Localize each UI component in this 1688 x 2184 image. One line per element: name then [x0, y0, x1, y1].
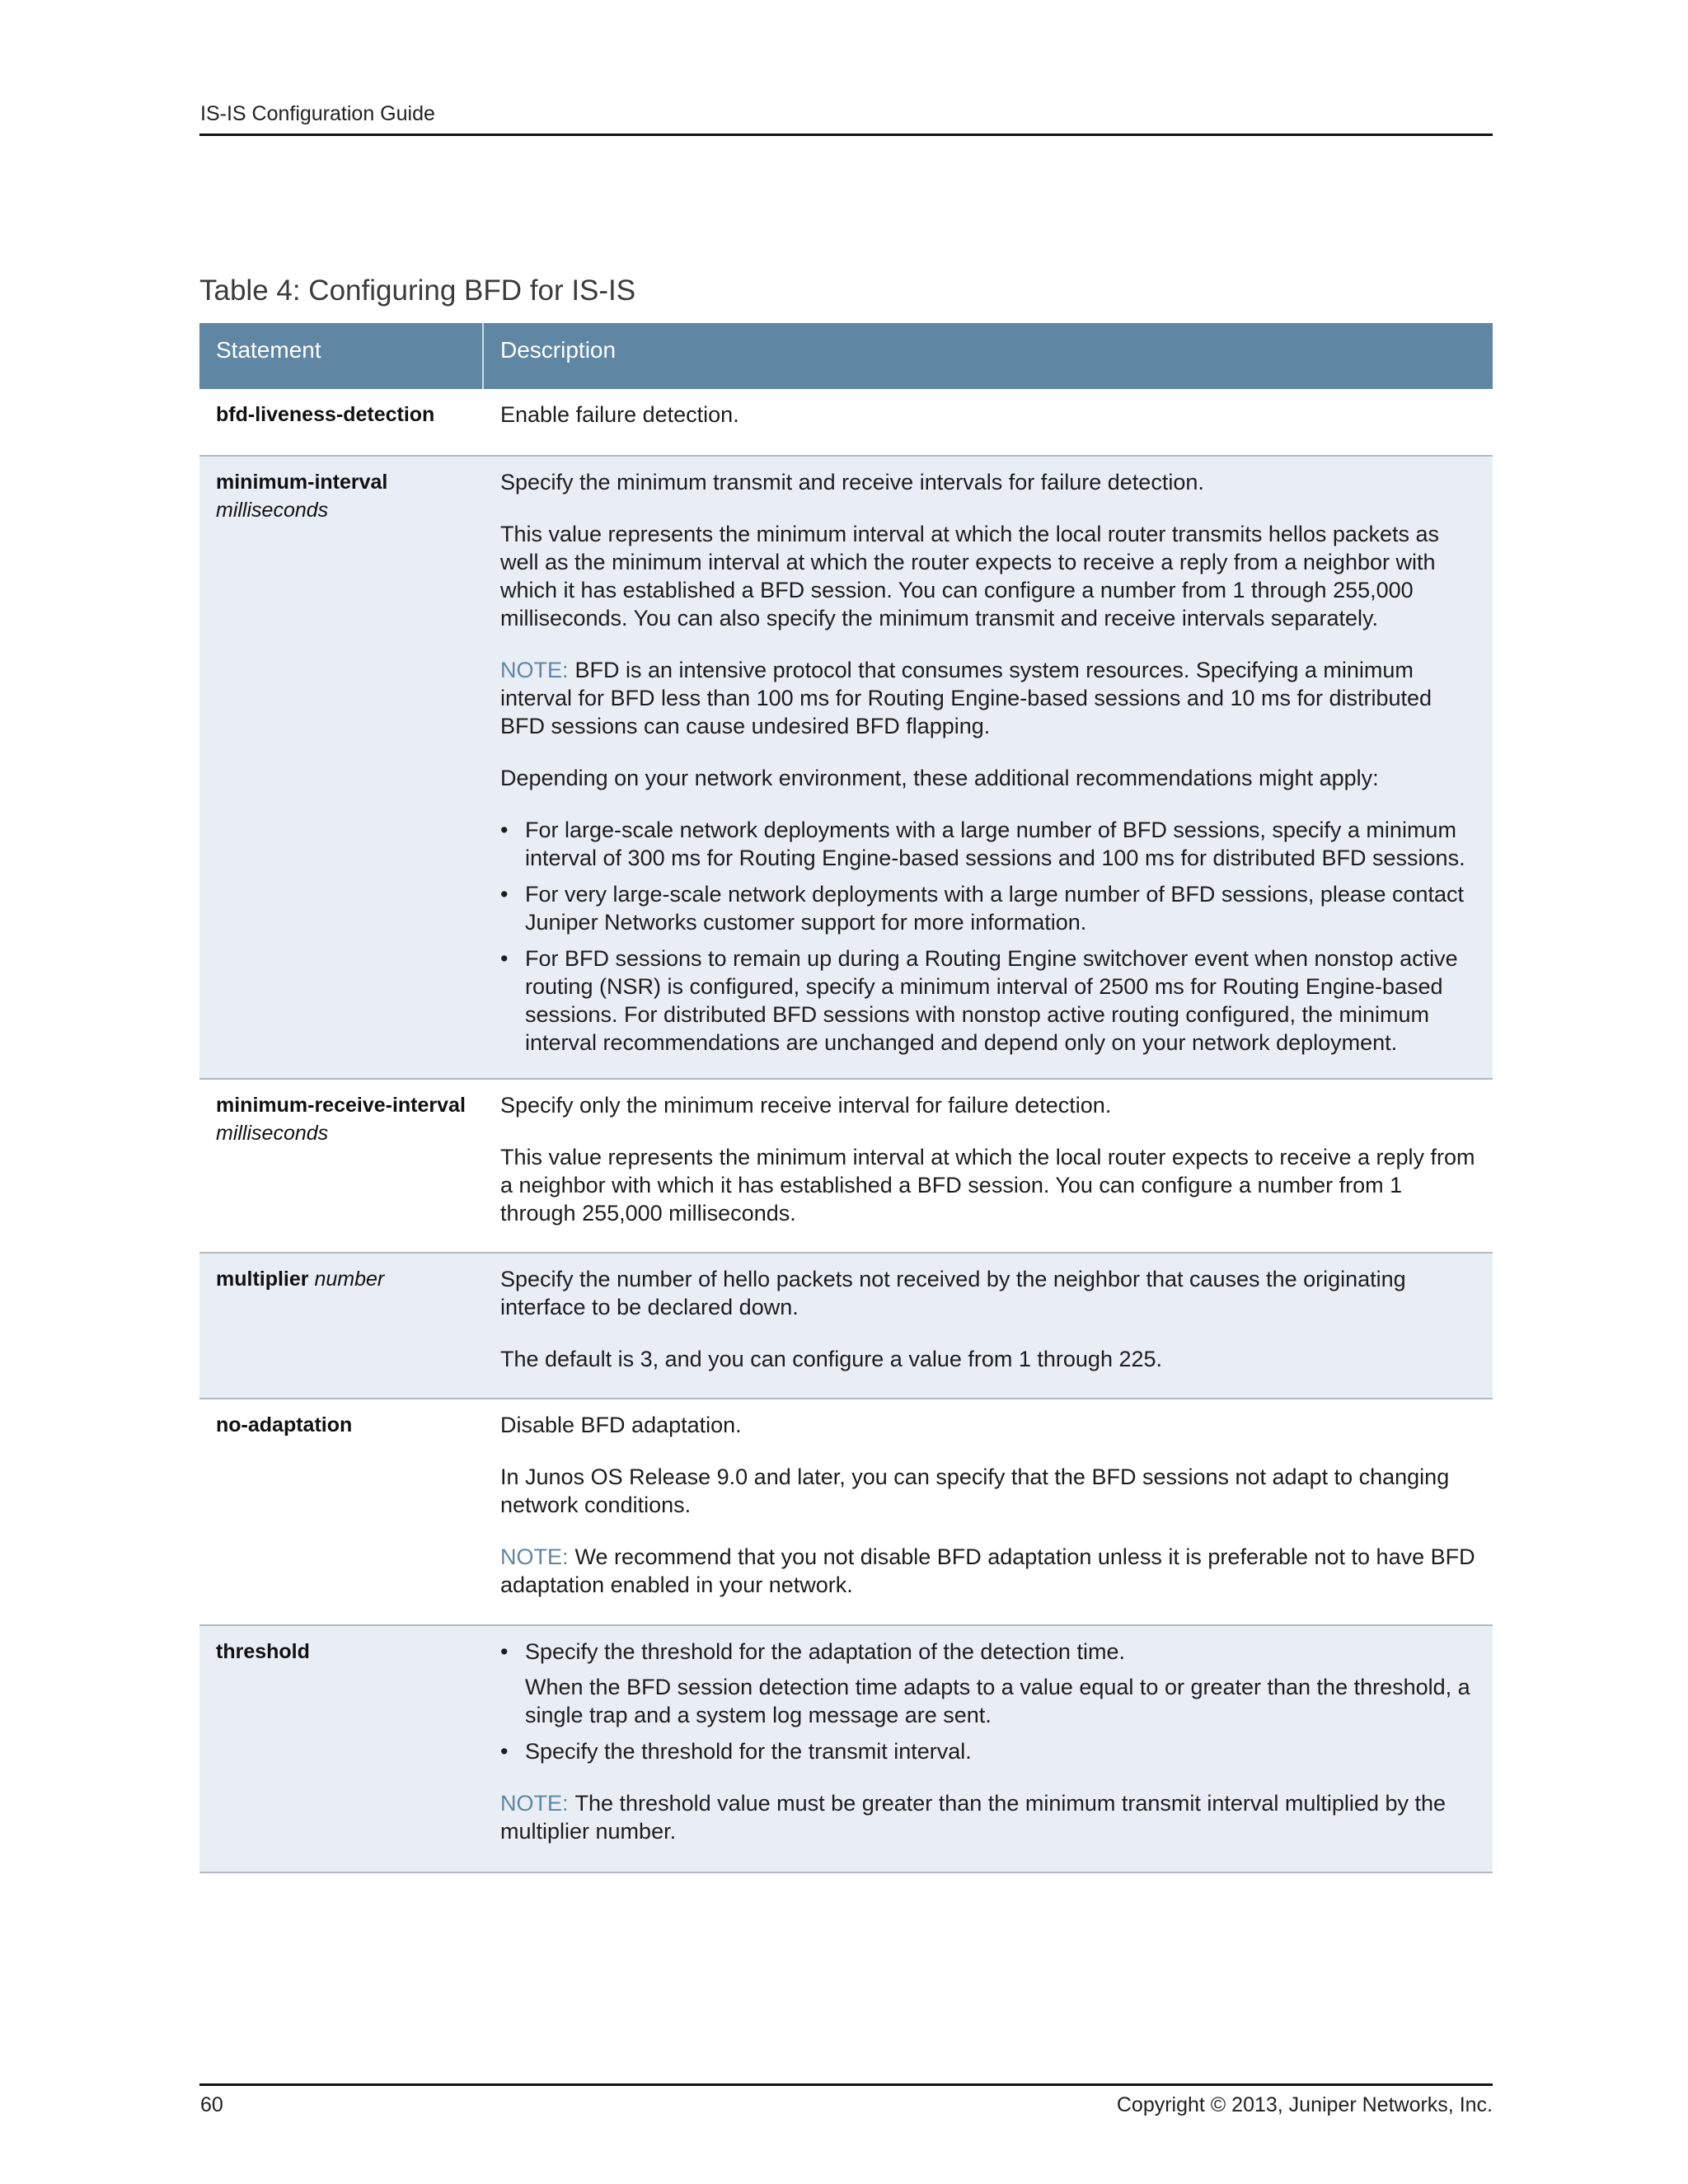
list-item: • For very large-scale network deployments with a large number of BFD sessions, please contact Juniper Networks customer support for more information. — [500, 880, 1479, 936]
statement-name: minimum-interval — [216, 471, 388, 494]
bullet-list — [500, 1638, 1479, 1765]
bfd-config-table — [199, 323, 1493, 1873]
description-paragraph: Depending on your network environment, these additional recommendations might apply: — [500, 766, 1379, 790]
page-header-title: IS-IS Configuration Guide — [200, 102, 435, 125]
description-paragraph: Enable failure detection. — [500, 402, 739, 427]
list-item: • Specify the threshold for the transmit interval. — [500, 1737, 1479, 1765]
statement-cell — [199, 1399, 484, 1624]
statement-cell — [199, 389, 484, 455]
list-item-subtext: When the BFD session detection time adapts to a value equal to or greater than the threshold, a single trap and a system log message are sent. — [525, 1675, 1470, 1727]
note-label: NOTE: — [500, 658, 569, 682]
column-header-statement: Statement — [199, 323, 484, 389]
description-paragraph: The default is 3, and you can configure a value from 1 through 225. — [500, 1347, 1163, 1371]
note-text: The threshold value must be greater than the minimum transmit interval multiplied by the multiplier number. — [500, 1791, 1447, 1844]
copyright-text: Copyright © 2013, Juniper Networks, Inc. — [1116, 2093, 1493, 2116]
description-paragraph: This value represents the minimum interval at which the local router transmits hellos packets as well as the minimum interval at which the router expects to receive a reply from a neighbor with which it has established a BFD session. You can configure a number from 1 through 255,000 milliseconds. You can also specify the minimum transmit and receive intervals separately. — [500, 522, 1439, 630]
description-cell — [484, 1399, 1493, 1624]
statement-option: milliseconds — [216, 1122, 329, 1145]
note-text: BFD is an intensive protocol that consumes system resources. Specifying a minimum interval for BFD less than 100 ms for Routing Engine-based sessions and 10 ms for distributed BFD sessions can cause undesired BFD flapping. — [500, 658, 1432, 738]
note-label: NOTE: — [500, 1791, 569, 1816]
description-cell — [484, 1080, 1493, 1252]
list-item-text: Specify the threshold for the adaptation of the detection time. — [525, 1639, 1125, 1664]
statement-option: number — [314, 1268, 385, 1291]
table-title: Table 4: Configuring BFD for IS-IS — [199, 274, 636, 307]
table-header-row — [199, 323, 1493, 389]
table-row — [199, 389, 1493, 457]
table-row — [199, 457, 1493, 1080]
note-paragraph — [500, 1543, 1479, 1599]
description-paragraph: Specify the minimum transmit and receive intervals for failure detection. — [500, 470, 1204, 494]
header-rule — [199, 134, 1493, 136]
description-paragraph: Specify the number of hello packets not received by the neighbor that causes the originating interface to be declared down. — [500, 1267, 1406, 1319]
table-row — [199, 1399, 1493, 1626]
note-paragraph — [500, 1789, 1479, 1845]
table-row — [199, 1254, 1493, 1399]
list-item: • For large-scale network deployments with a large number of BFD sessions, specify a minimum interval of 300 ms for Routing Engine-based sessions and 100 ms for distributed BFD sessions. — [500, 816, 1479, 872]
description-cell — [484, 457, 1493, 1078]
statement-name: bfd-liveness-detection — [216, 403, 435, 426]
footer-rule — [199, 2083, 1493, 2086]
description-cell — [484, 1626, 1493, 1872]
description-paragraph: Disable BFD adaptation. — [500, 1413, 742, 1437]
statement-name: threshold — [216, 1640, 310, 1663]
note-label: NOTE: — [500, 1544, 569, 1569]
note-paragraph — [500, 656, 1479, 740]
statement-name: no-adaptation — [216, 1413, 353, 1436]
statement-name: multiplier — [216, 1268, 309, 1291]
description-paragraph: This value represents the minimum interval at which the local router expects to receive a reply from a neighbor with which it has established a BFD session. You can configure a number from 1 through 255,000 milliseconds. — [500, 1145, 1475, 1226]
statement-cell — [199, 457, 484, 1078]
table-row — [199, 1626, 1493, 1873]
statement-name: minimum-receive-interval — [216, 1094, 466, 1117]
description-paragraph: In Junos OS Release 9.0 and later, you can specify that the BFD sessions not adapt to changing network conditions. — [500, 1465, 1450, 1517]
description-paragraph: Specify only the minimum receive interval for failure detection. — [500, 1093, 1112, 1118]
statement-option: milliseconds — [216, 499, 329, 522]
statement-cell — [199, 1080, 484, 1252]
page-number: 60 — [200, 2093, 223, 2116]
statement-cell — [199, 1626, 484, 1872]
description-cell — [484, 389, 1493, 455]
note-text: We recommend that you not disable BFD adaptation unless it is preferable not to have BFD adaptation enabled in your network. — [500, 1544, 1475, 1597]
description-cell — [484, 1254, 1493, 1398]
bullet-list — [500, 816, 1479, 1057]
list-item — [500, 1638, 1479, 1729]
statement-cell — [199, 1254, 484, 1398]
table-row — [199, 1080, 1493, 1254]
list-item: • For BFD sessions to remain up during a Routing Engine switchover event when nonstop active routing (NSR) is configured, specify a minimum interval of 2500 ms for Routing Engine-based sessions. For distributed BFD sessions with nonstop active routing configured, the minimum interval recommendations are unchanged and depend only on your network deployment. — [500, 944, 1479, 1057]
column-header-description: Description — [500, 337, 617, 363]
